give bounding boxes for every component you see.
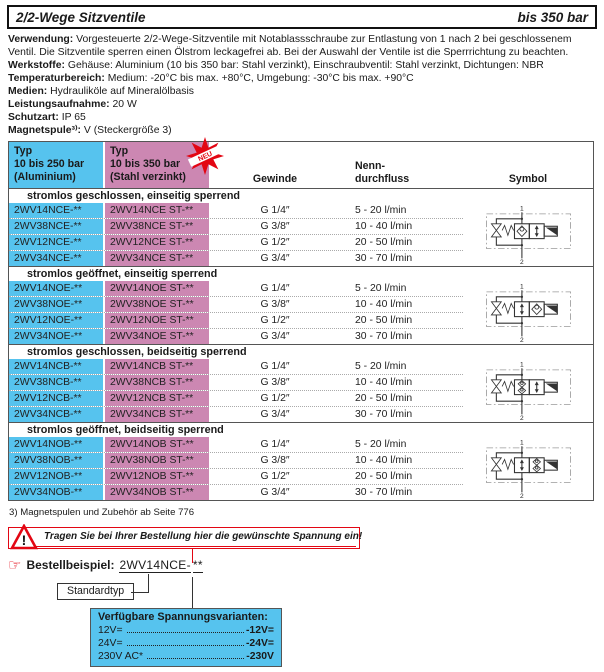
standardtyp-connector-h <box>131 592 149 593</box>
desc-medien <box>8 85 596 98</box>
col-line: Nenn- <box>355 160 386 172</box>
table-row <box>9 219 463 235</box>
cell-typ-stahl: 2WV34NOE ST-** <box>105 329 209 344</box>
table-row <box>9 251 463 266</box>
order-code: 2WV14NCE- <box>119 557 191 572</box>
cell-typ-aluminium: 2WV38NCE-** <box>9 219 105 234</box>
col-line: 10 bis 350 bar <box>110 158 181 170</box>
cell-typ-stahl: 2WV34NOB ST-** <box>105 485 209 500</box>
cell-typ-stahl: 2WV34NCB ST-** <box>105 407 209 422</box>
cell-gewinde: G 3/8″ <box>260 299 290 310</box>
table-section-noe <box>9 266 593 344</box>
table-row <box>9 235 463 251</box>
cell-durchfluss: 20 - 50 l/min <box>355 315 413 326</box>
desc-label: Werkstoffe: <box>8 60 65 71</box>
desc-label: Medien: <box>8 86 48 97</box>
table-header <box>9 142 593 189</box>
cell-typ-aluminium: 2WV12NOB-** <box>9 469 105 484</box>
table-row <box>9 203 463 219</box>
cell-typ-stahl: 2WV38NOB ST-** <box>105 453 209 468</box>
voltage-row <box>98 637 274 650</box>
cell-typ-aluminium: 2WV38NCB-** <box>9 375 105 390</box>
order-example-row <box>8 556 203 574</box>
cell-typ-stahl: 2WV14NOB ST-** <box>105 437 209 452</box>
port-label-1: 1 <box>519 283 524 291</box>
voltage-suffix: -24V= <box>245 638 274 649</box>
hydraulic-symbol-nob <box>463 437 593 500</box>
cell-typ-aluminium: 2WV38NOE-** <box>9 297 105 312</box>
desc-temperaturbereich <box>8 72 596 85</box>
cell-typ-stahl: 2WV12NOE ST-** <box>105 313 209 328</box>
cell-typ-stahl: 2WV38NCE ST-** <box>105 219 209 234</box>
desc-label: Verwendung: <box>8 34 74 45</box>
cell-durchfluss: 5 - 20 l/min <box>355 205 407 216</box>
col-label: Gewinde <box>252 173 298 185</box>
port-label-2: 2 <box>519 337 524 343</box>
voltage-row <box>98 624 274 637</box>
desc-leistungsaufnahme <box>8 98 596 111</box>
table-row <box>9 313 463 329</box>
warning-exclamation: ! <box>21 532 27 548</box>
cell-typ-stahl: 2WV12NCB ST-** <box>105 391 209 406</box>
col-label: Symbol <box>508 173 548 185</box>
desc-verwendung <box>8 33 596 59</box>
desc-text: 20 W <box>112 99 137 110</box>
cell-gewinde: G 1/4″ <box>260 439 290 450</box>
cell-gewinde: G 1/4″ <box>260 361 290 372</box>
port-label-1: 1 <box>519 361 524 369</box>
cell-typ-aluminium: 2WV12NOE-** <box>9 313 105 328</box>
section-title: stromlos geöffnet, einseitig sperrend <box>27 268 218 280</box>
voltage-suffix: -12V= <box>245 625 274 636</box>
cell-typ-aluminium: 2WV14NCB-** <box>9 359 105 374</box>
col-line: Typ <box>14 145 33 157</box>
cell-typ-stahl: 2WV14NCB ST-** <box>105 359 209 374</box>
footnote: 3) Magnetspulen und Zubehör ab Seite 776 <box>9 507 195 518</box>
order-voltage-placeholder: ** <box>192 557 203 572</box>
table-section-nob <box>9 422 593 500</box>
cell-durchfluss: 5 - 20 l/min <box>355 283 407 294</box>
port-label-1: 1 <box>519 205 524 213</box>
cell-durchfluss: 10 - 40 l/min <box>355 221 413 232</box>
warning-box <box>8 527 363 549</box>
dotted-leader <box>127 632 244 633</box>
desc-text: Medium: -20°C bis max. +80°C, Umgebung: -30°C bis max. +90°C <box>107 73 414 84</box>
product-table <box>8 141 594 501</box>
desc-magnetspule <box>8 124 596 137</box>
pointing-hand-icon: ☞ <box>8 557 22 574</box>
desc-text: Hydrauliköle auf Mineralölbasis <box>50 86 194 97</box>
col-line: Typ <box>110 145 129 157</box>
table-row <box>9 329 463 344</box>
column-nenndurchfluss <box>341 142 463 188</box>
cell-durchfluss: 10 - 40 l/min <box>355 377 413 388</box>
cell-typ-aluminium: 2WV38NOB-** <box>9 453 105 468</box>
port-label-1: 1 <box>519 439 524 447</box>
desc-label: Temperaturbereich: <box>8 73 105 84</box>
cell-typ-aluminium: 2WV34NOB-** <box>9 485 105 500</box>
dotted-leader <box>127 645 244 646</box>
cell-typ-stahl: 2WV14NCE ST-** <box>105 203 209 218</box>
voltage-row <box>98 650 274 663</box>
neu-star-label: NEU <box>197 150 214 164</box>
column-gewinde <box>209 142 341 188</box>
table-row <box>9 297 463 313</box>
voltage-connector-line <box>192 577 193 608</box>
desc-schutzart <box>8 111 596 124</box>
cell-typ-aluminium: 2WV14NOE-** <box>9 281 105 296</box>
cell-durchfluss: 20 - 50 l/min <box>355 237 413 248</box>
cell-gewinde: G 1/2″ <box>260 471 290 482</box>
cell-gewinde: G 1/4″ <box>260 205 290 216</box>
col-line: durchfluss <box>355 173 410 185</box>
port-label-2: 2 <box>519 415 524 421</box>
cell-gewinde: G 3/8″ <box>260 377 290 388</box>
column-typ-stahl <box>105 142 214 188</box>
pressure-rating: bis 350 bar <box>517 9 588 25</box>
cell-gewinde: G 3/8″ <box>260 455 290 466</box>
cell-gewinde: G 3/4″ <box>260 331 290 342</box>
table-row <box>9 469 463 485</box>
order-example-label: Bestellbeispiel: <box>26 558 115 572</box>
table-row <box>9 281 463 297</box>
table-section-nce <box>9 189 593 266</box>
cell-typ-aluminium: 2WV12NCB-** <box>9 391 105 406</box>
cell-typ-stahl: 2WV12NCE ST-** <box>105 235 209 250</box>
port-label-2: 2 <box>519 259 524 265</box>
cell-typ-aluminium: 2WV14NCE-** <box>9 203 105 218</box>
dotted-leader <box>147 658 244 659</box>
cell-durchfluss: 30 - 70 l/min <box>355 487 413 498</box>
column-typ-aluminium <box>9 142 105 188</box>
desc-werkstoffe <box>8 59 596 72</box>
desc-text: V (Steckergröße 3) <box>83 125 172 136</box>
warning-triangle-icon <box>10 524 38 550</box>
cell-typ-aluminium: 2WV34NOE-** <box>9 329 105 344</box>
cell-gewinde: G 3/4″ <box>260 487 290 498</box>
voltage-label: 230V AC* <box>98 651 144 662</box>
desc-text: Vorgesteuerte 2/2-Wege-Sitzventile mit Notablassschraube zur Entlastung von 1 nach 2 bei geschlossenem Ventil. Die Sitzventile sperren einen Ölstrom leckagefrei ab. Bei der Auswahl der Ventile ist die Sperrrichtung zu beachten. <box>8 34 572 58</box>
description-block <box>8 33 596 137</box>
table-row <box>9 437 463 453</box>
voltage-title: Verfügbare Spannungsvarianten: <box>98 611 268 623</box>
cell-durchfluss: 10 - 40 l/min <box>355 299 413 310</box>
title-bar <box>7 5 597 29</box>
col-line: (Aluminium) <box>14 171 76 183</box>
cell-durchfluss: 30 - 70 l/min <box>355 253 413 264</box>
col-line: (Stahl verzinkt) <box>110 171 186 183</box>
cell-durchfluss: 20 - 50 l/min <box>355 471 413 482</box>
port-label-2: 2 <box>519 493 524 499</box>
cell-gewinde: G 3/4″ <box>260 253 290 264</box>
voltage-suffix: -230V <box>246 651 274 662</box>
section-title: stromlos geschlossen, beidseitig sperrend <box>27 346 247 358</box>
hydraulic-symbol-ncb <box>463 359 593 422</box>
desc-text: IP 65 <box>61 112 86 123</box>
table-section-ncb <box>9 344 593 422</box>
cell-durchfluss: 20 - 50 l/min <box>355 393 413 404</box>
voltage-label: 12V= <box>98 625 123 636</box>
desc-text: Gehäuse: Aluminium (10 bis 350 bar: Stahl verzinkt), Einschraubventil: Stahl verzinkt, Dichtungen: NBR <box>67 60 544 71</box>
cell-durchfluss: 5 - 20 l/min <box>355 361 407 372</box>
hydraulic-symbol-nce <box>463 203 593 266</box>
voltage-variants-box <box>90 608 282 667</box>
cell-gewinde: G 1/4″ <box>260 283 290 294</box>
cell-durchfluss: 10 - 40 l/min <box>355 455 413 466</box>
cell-gewinde: G 1/2″ <box>260 393 290 404</box>
cell-typ-stahl: 2WV34NCE ST-** <box>105 251 209 266</box>
standardtyp-connector-v <box>148 574 149 593</box>
cell-typ-stahl: 2WV14NOE ST-** <box>105 281 209 296</box>
page-title: 2/2-Wege Sitzventile <box>16 9 146 25</box>
column-symbol <box>463 142 593 188</box>
standardtyp-box: Standardtyp <box>57 583 134 600</box>
cell-gewinde: G 3/4″ <box>260 409 290 420</box>
desc-label: Magnetspule³⁾: <box>8 125 81 136</box>
cell-durchfluss: 30 - 70 l/min <box>355 409 413 420</box>
cell-durchfluss: 30 - 70 l/min <box>355 331 413 342</box>
neu-star-badge <box>185 136 225 176</box>
col-line: 10 bis 250 bar <box>14 158 85 170</box>
cell-typ-aluminium: 2WV34NCB-** <box>9 407 105 422</box>
table-row <box>9 485 463 500</box>
table-row <box>9 391 463 407</box>
cell-gewinde: G 3/8″ <box>260 221 290 232</box>
table-row <box>9 407 463 422</box>
cell-typ-aluminium: 2WV12NCE-** <box>9 235 105 250</box>
cell-typ-stahl: 2WV38NCB ST-** <box>105 375 209 390</box>
section-title: stromlos geöffnet, beidseitig sperrend <box>27 424 224 436</box>
section-rows <box>9 281 463 344</box>
section-title: stromlos geschlossen, einseitig sperrend <box>27 190 241 202</box>
cell-durchfluss: 5 - 20 l/min <box>355 439 407 450</box>
cell-typ-aluminium: 2WV34NCE-** <box>9 251 105 266</box>
cell-gewinde: G 1/2″ <box>260 237 290 248</box>
section-rows <box>9 437 463 500</box>
section-rows <box>9 203 463 266</box>
section-rows <box>9 359 463 422</box>
table-row <box>9 453 463 469</box>
desc-label: Schutzart: <box>8 112 59 123</box>
desc-label: Leistungsaufnahme: <box>8 99 110 110</box>
table-row <box>9 375 463 391</box>
voltage-label: 24V= <box>98 638 123 649</box>
hydraulic-symbol-noe <box>463 281 593 344</box>
cell-gewinde: G 1/2″ <box>260 315 290 326</box>
cell-typ-aluminium: 2WV14NOB-** <box>9 437 105 452</box>
cell-typ-stahl: 2WV38NOE ST-** <box>105 297 209 312</box>
table-row <box>9 359 463 375</box>
warning-text: Tragen Sie bei Ihrer Bestellung hier die gewünschte Spannung ein! <box>12 528 356 547</box>
cell-typ-stahl: 2WV12NOB ST-** <box>105 469 209 484</box>
